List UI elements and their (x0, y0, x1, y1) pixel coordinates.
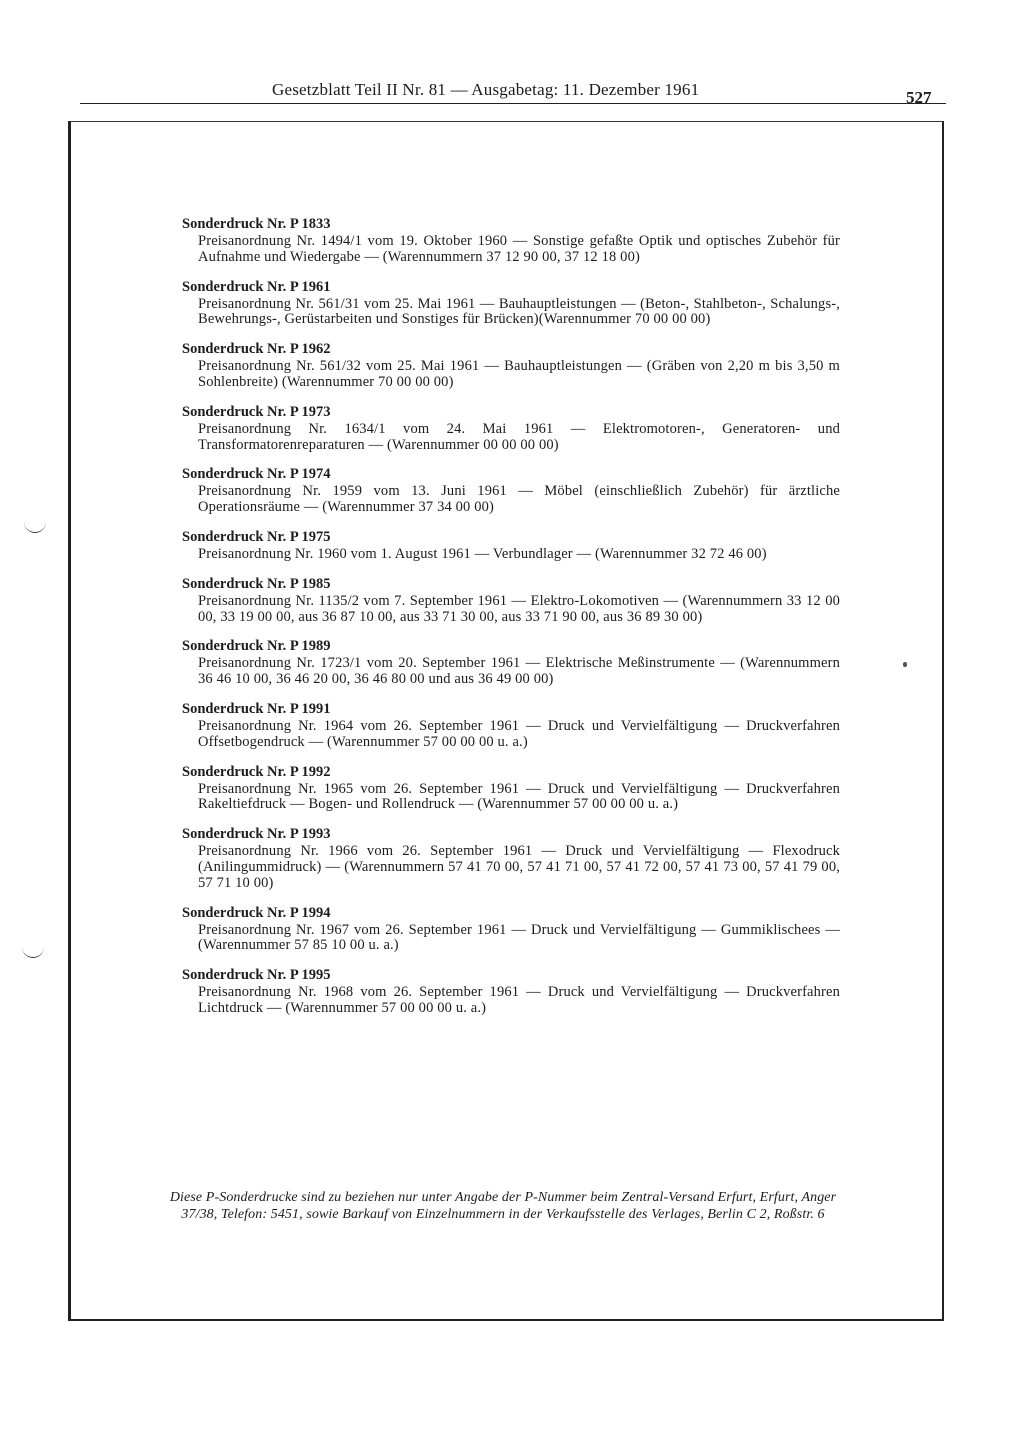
hole-punch-mark (22, 945, 44, 958)
ordering-note: Diese P-Sonderdrucke sind zu beziehen nur unter Angabe der P-Nummer beim Zentral-Versand Erfurt, Erfurt, Anger 37/38, Telefon: 5451, sowie Barkauf von Einzelnummern in der Verkaufsstelle des Verlages, Berlin C 2, Roßstr. 6 (169, 1190, 837, 1222)
entry-text: Preisanordnung Nr. 1494/1 vom 19. Oktober 1960 — Sonstige gefaßte Optik und optisches Zubehör für Aufnahme und Wiedergabe — (Warennummern 37 12 90 00, 37 12 18 00) (198, 233, 840, 265)
entry-title: Sonderdruck Nr. P 1991 (182, 700, 331, 717)
page-header: Gesetzblatt Teil II Nr. 81 — Ausgabetag: 11. Dezember 1961 (272, 80, 700, 99)
entry-title: Sonderdruck Nr. P 1974 (182, 466, 331, 483)
entry-text: Preisanordnung Nr. 1959 vom 13. Juni 1961 — Möbel (einschließlich Zubehör) für ärztliche Operationsräume — (Warennummer 37 34 00 00) (198, 483, 840, 516)
list-item (180, 216, 840, 266)
page-number: 527 (906, 88, 932, 107)
list-item (180, 967, 840, 1017)
entry-title: Sonderdruck Nr. P 1992 (182, 763, 331, 780)
entry-text: Preisanordnung Nr. 1965 vom 26. September 1961 — Druck und Vervielfältigung — Druckverfahren Rakeltiefdruck — Bogen- und Rollendruck — (Warennummer 57 00 00 00 u. a.) (198, 780, 840, 813)
entry-text: Preisanordnung Nr. 561/32 vom 25. Mai 1961 — Bauhauptleistungen — (Gräben von 2,20 m bis 3,50 m Sohlenbreite) (Warennummer 70 00 00 00) (198, 358, 840, 390)
entry-title: Sonderdruck Nr. P 1994 (182, 904, 331, 921)
entry-title: Sonderdruck Nr. P 1993 (182, 826, 331, 843)
list-item (180, 341, 840, 391)
ink-speck (903, 662, 907, 667)
list-item (180, 701, 840, 751)
entry-title: Sonderdruck Nr. P 1995 (182, 967, 331, 984)
list-item (180, 905, 840, 955)
list-item (180, 466, 840, 516)
entry-title: Sonderdruck Nr. P 1973 (182, 403, 331, 420)
entry-title: Sonderdruck Nr. P 1833 (182, 216, 331, 232)
entry-title: Sonderdruck Nr. P 1989 (182, 638, 331, 655)
list-item (180, 576, 840, 626)
entry-text: Preisanordnung Nr. 561/31 vom 25. Mai 1961 — Bauhauptleistungen — (Beton-, Stahlbeton-, Schalungs-, Bewehrungs-, Gerüstarbeiten und Sonstiges für Brücken)(Warennummer 70 00 00 00) (198, 295, 840, 328)
header-rule (80, 103, 946, 104)
entry-text: Preisanordnung Nr. 1968 vom 26. September 1961 — Druck und Vervielfältigung — Druckverfahren Lichtdruck — (Warennummer 57 00 00 00 u. a.) (198, 984, 840, 1016)
entry-text: Preisanordnung Nr. 1634/1 vom 24. Mai 1961 — Elektromotoren-, Generatoren- und Transformatorenreparaturen — (Warennummer 00 00 00 00) (198, 420, 840, 453)
hole-punch-mark (24, 520, 46, 533)
list-item (180, 404, 840, 454)
list-item (180, 638, 840, 688)
entry-title: Sonderdruck Nr. P 1962 (182, 341, 331, 358)
entry-text: Preisanordnung Nr. 1723/1 vom 20. September 1961 — Elektrische Meßinstrumente — (Warennummern 36 46 10 00, 36 46 20 00, 36 46 80 00 und aus 36 49 00 00) (198, 655, 840, 688)
entry-text: Preisanordnung Nr. 1967 vom 26. September 1961 — Druck und Vervielfältigung — Gummiklischees — (Warennummer 57 85 10 00 u. a.) (198, 921, 840, 954)
entry-title: Sonderdruck Nr. P 1975 (182, 528, 331, 545)
entry-text: Preisanordnung Nr. 1966 vom 26. September 1961 — Druck und Vervielfältigung — Flexodruck (Anilingummidruck) — (Warennummern 57 41 70 00, 57 41 71 00, 57 41 72 00, 57 41 73 00, 57 41 79 00, 57 71 10 00) (198, 843, 840, 891)
entry-text: Preisanordnung Nr. 1960 vom 1. August 1961 — Verbundlager — (Warennummer 32 72 46 00) (198, 545, 767, 562)
entry-text: Preisanordnung Nr. 1135/2 vom 7. September 1961 — Elektro-Lokomotiven — (Warennummern 33 12 00 00, 33 19 00 00, aus 36 87 10 00, aus 33 71 30 00, aus 33 71 90 00, aus 36 89 30 00) (198, 592, 840, 625)
entry-text: Preisanordnung Nr. 1964 vom 26. September 1961 — Druck und Vervielfältigung — Druckverfahren Offsetbogendruck — (Warennummer 57 00 00 00 u. a.) (198, 717, 840, 750)
entry-title: Sonderdruck Nr. P 1961 (182, 278, 331, 295)
sonderdruck-list (180, 216, 840, 1030)
list-item (180, 279, 840, 329)
list-item (180, 826, 840, 891)
entry-title: Sonderdruck Nr. P 1985 (182, 575, 331, 592)
list-item (180, 529, 840, 563)
list-item (180, 764, 840, 814)
